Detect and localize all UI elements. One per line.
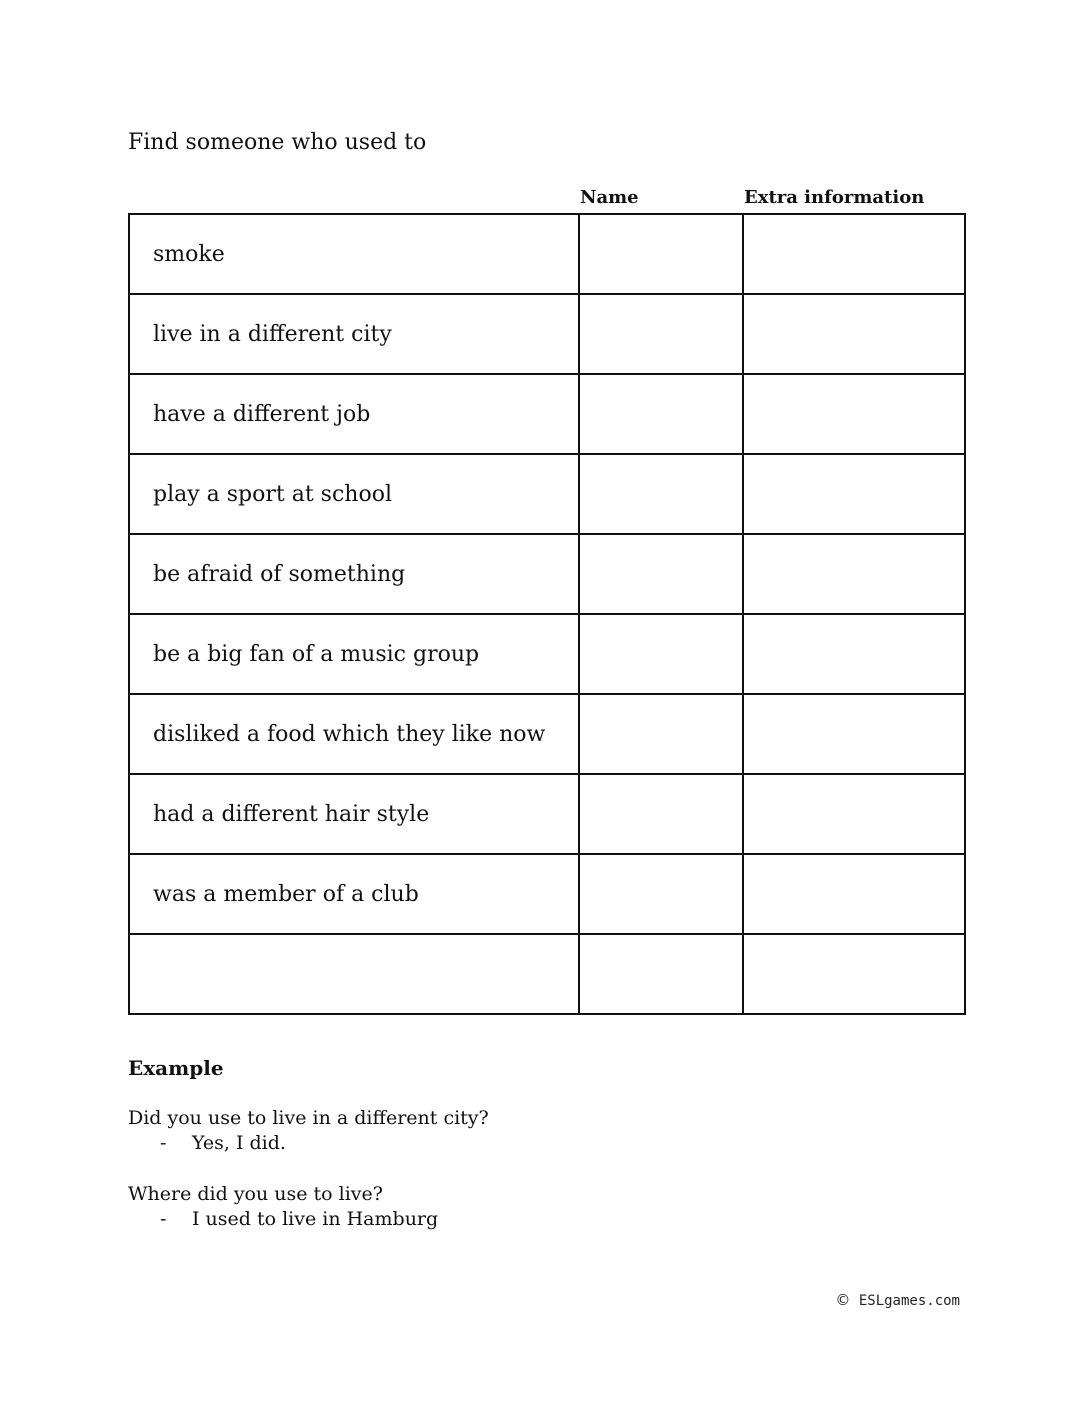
table-row (129, 614, 965, 694)
example-question-1: Did you use to live in a different city? (128, 1107, 489, 1129)
table-row (129, 934, 965, 1014)
answer-dash: - (160, 1208, 167, 1230)
answer-text: Yes, I did. (192, 1132, 286, 1154)
row-prompt: disliked a food which they like now (129, 694, 579, 774)
name-cell (579, 934, 743, 1014)
name-cell (579, 694, 743, 774)
table-row (129, 294, 965, 374)
extra-information-cell (743, 614, 965, 694)
table-row (129, 214, 965, 294)
name-cell (579, 614, 743, 694)
page-title: Find someone who used to (128, 130, 427, 155)
answer-text: I used to live in Hamburg (192, 1208, 439, 1230)
column-header-extra-information: Extra information (744, 187, 925, 208)
name-cell (579, 774, 743, 854)
name-cell (579, 374, 743, 454)
name-cell (579, 294, 743, 374)
survey-table (128, 213, 966, 1015)
row-prompt: was a member of a club (129, 854, 579, 934)
copyright-text: ESLgames.com (858, 1293, 960, 1309)
row-prompt: smoke (129, 214, 579, 294)
row-prompt: be afraid of something (129, 534, 579, 614)
table-row (129, 374, 965, 454)
row-prompt-blank (129, 934, 579, 1014)
copyright-icon: © (835, 1291, 851, 1309)
extra-information-cell (743, 374, 965, 454)
extra-information-cell (743, 934, 965, 1014)
extra-information-cell (743, 774, 965, 854)
name-cell (579, 214, 743, 294)
extra-information-cell (743, 694, 965, 774)
name-cell (579, 454, 743, 534)
row-prompt: live in a different city (129, 294, 579, 374)
extra-information-cell (743, 454, 965, 534)
example-answer-1 (160, 1130, 286, 1156)
row-prompt: play a sport at school (129, 454, 579, 534)
answer-dash: - (160, 1132, 167, 1154)
table-row (129, 534, 965, 614)
row-prompt: had a different hair style (129, 774, 579, 854)
table-row (129, 854, 965, 934)
example-heading: Example (128, 1056, 224, 1080)
copyright-notice (835, 1290, 960, 1311)
name-cell (579, 534, 743, 614)
extra-information-cell (743, 534, 965, 614)
column-header-name: Name (580, 187, 639, 208)
example-question-2: Where did you use to live? (128, 1183, 383, 1205)
table-row (129, 454, 965, 534)
extra-information-cell (743, 214, 965, 294)
table-row (129, 694, 965, 774)
name-cell (579, 854, 743, 934)
extra-information-cell (743, 294, 965, 374)
table-row (129, 774, 965, 854)
row-prompt: be a big fan of a music group (129, 614, 579, 694)
row-prompt: have a different job (129, 374, 579, 454)
extra-information-cell (743, 854, 965, 934)
example-answer-2 (160, 1206, 438, 1232)
